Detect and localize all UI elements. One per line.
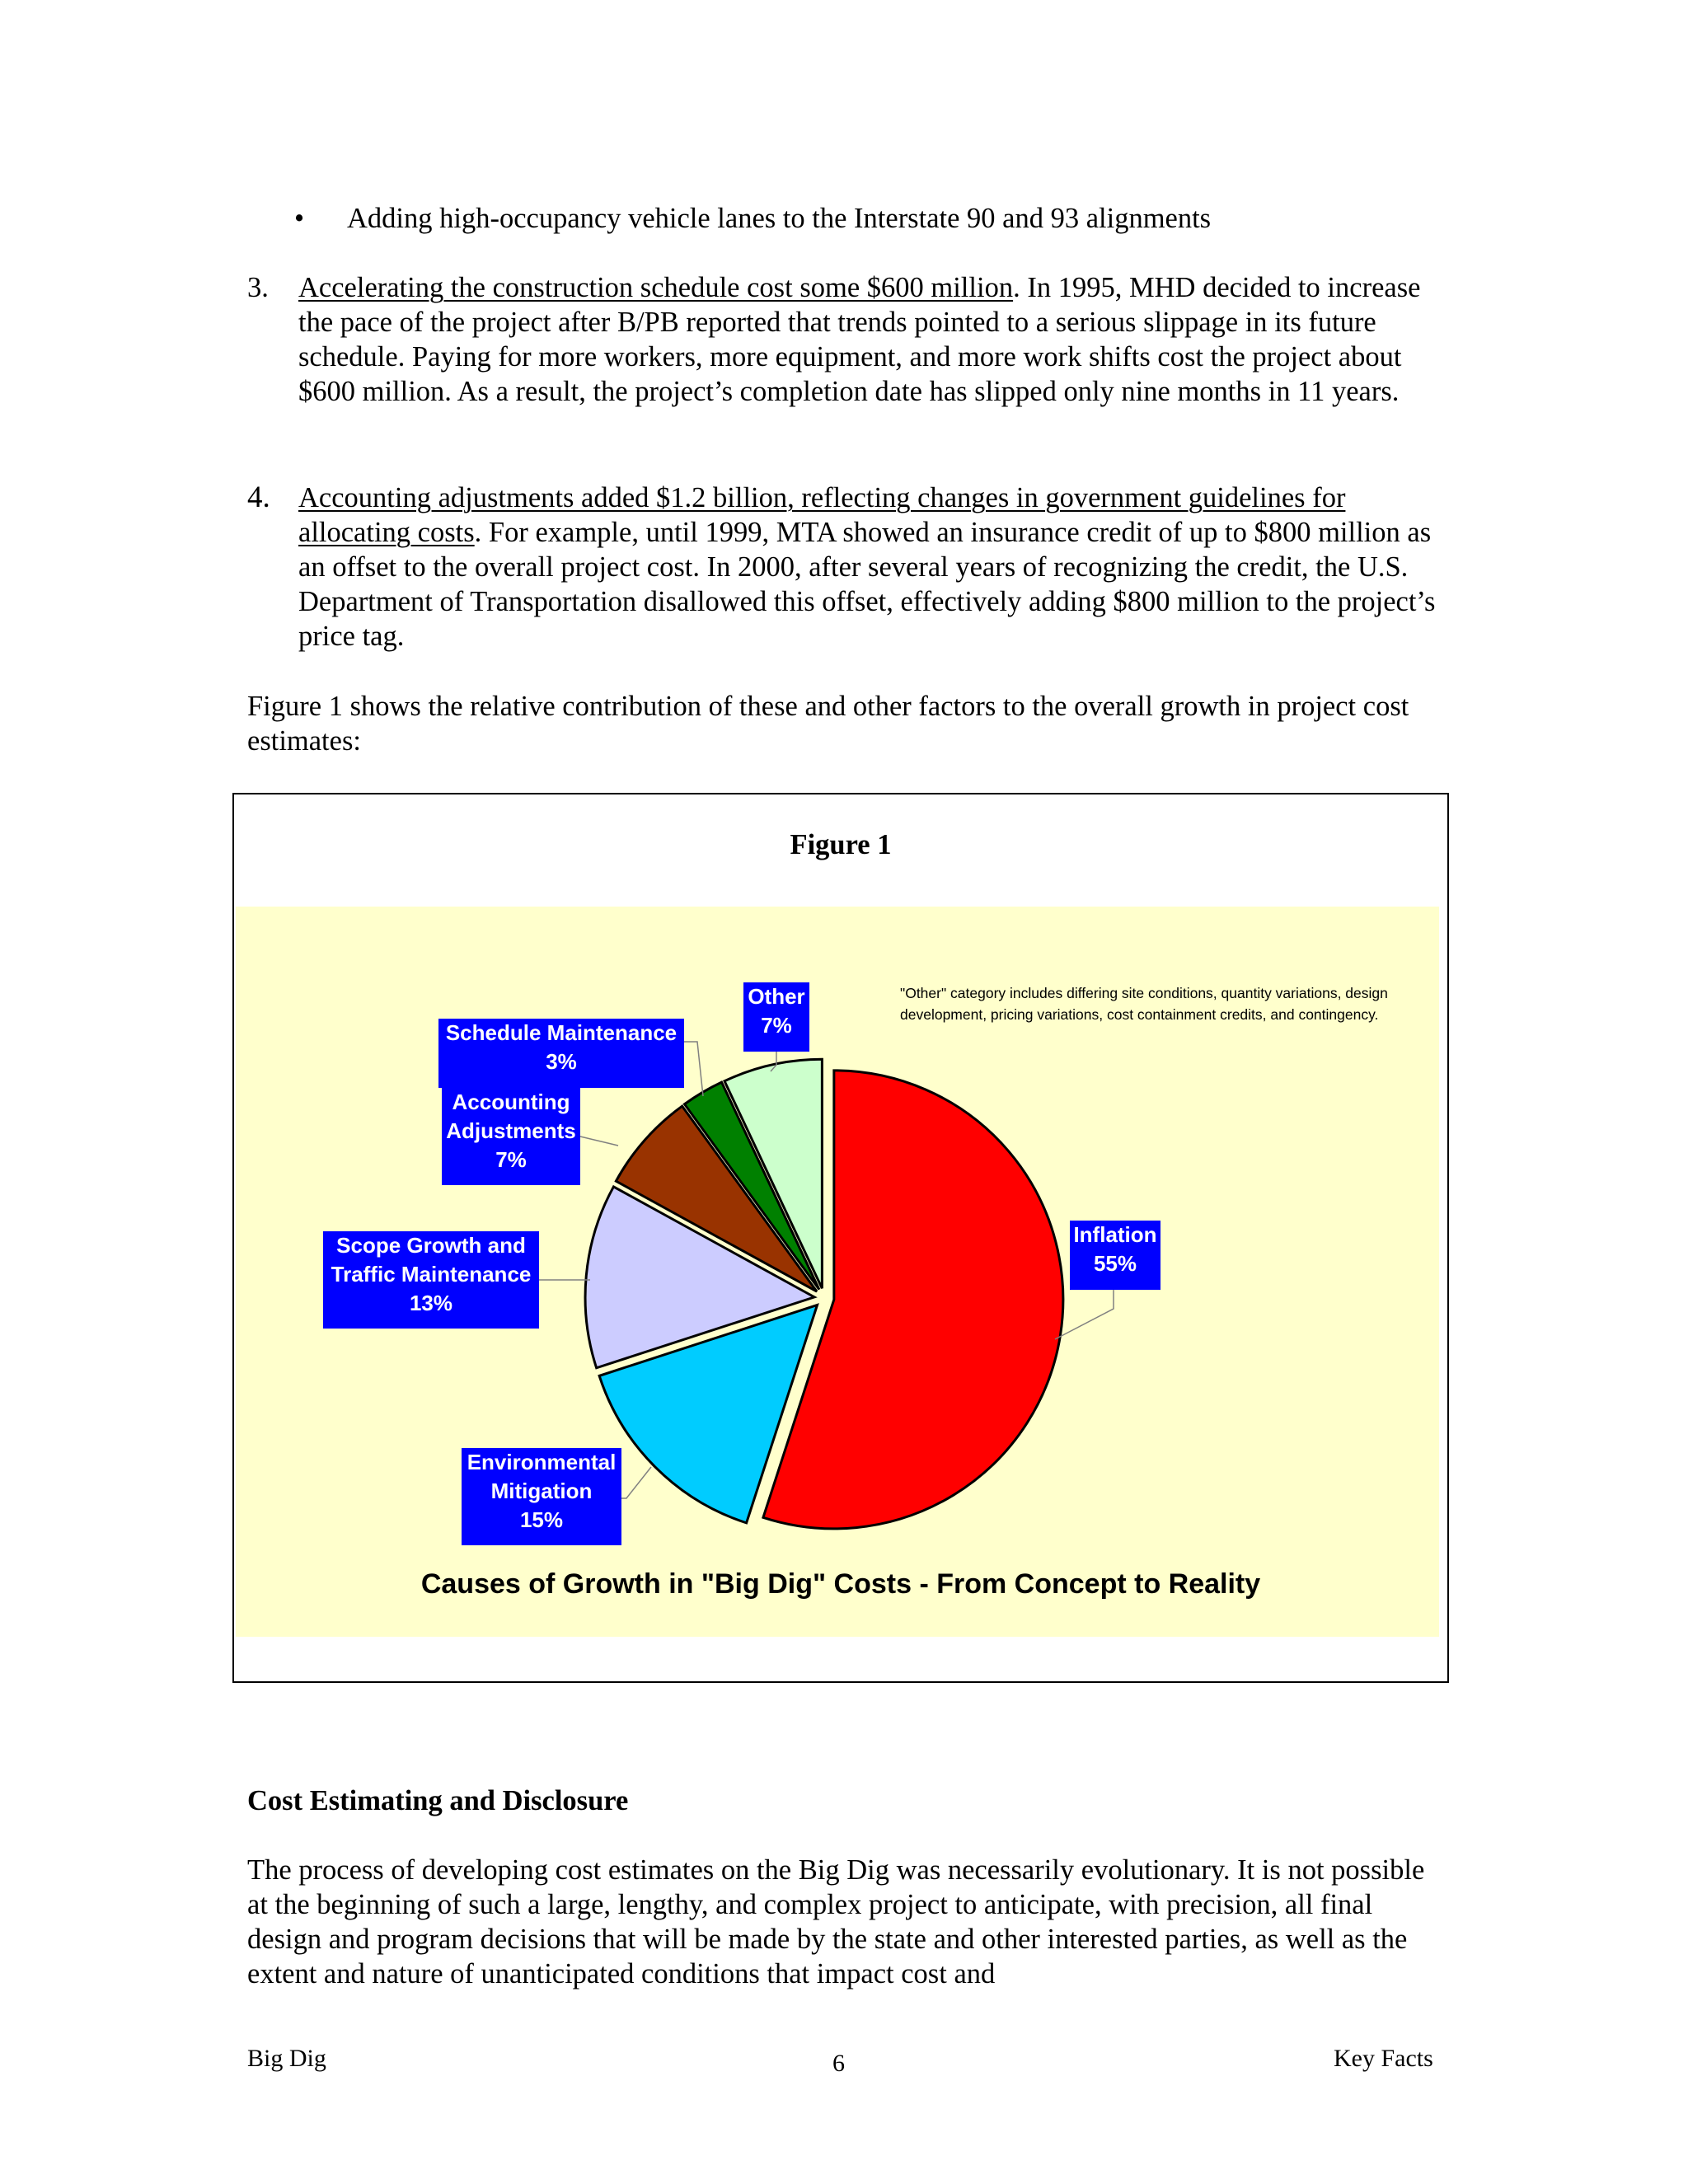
item-text: . In 1995, MHD decided to increase the pace of the project after B/PB reported that trends pointed to a serious slippage in its future schedule. Paying for more workers, more equipment, and more work shifts cost the project about $600 million. As a result, the project’s completion date has slipped only nine months in 11 years.: [298, 272, 1421, 407]
footer-left: Big Dig: [247, 2045, 326, 2072]
pie-label-line: Environmental: [467, 1450, 617, 1474]
bullet-symbol: •: [294, 203, 305, 234]
figure-caption: Figure 1: [790, 829, 892, 860]
leader-line-schedule-maintenance: [684, 1042, 703, 1096]
pie-label-accounting-adjustments: [442, 1088, 580, 1185]
pie-label-inflation: [1070, 1221, 1160, 1290]
bullet-text: Adding high-occupancy vehicle lanes to the Interstate 90 and 93 alignments: [347, 203, 1212, 234]
intro-paragraph: Figure 1 shows the relative contribution of these and other factors to the overall growth in project cost estimates:: [247, 691, 1409, 757]
pie-label-scope-growth: [323, 1231, 539, 1329]
other-category-note: "Other" category includes differing site conditions, quantity variations, design development, pricing variations, cost containment credits, and contingency.: [900, 985, 1388, 1023]
pie-label-line: 3%: [546, 1049, 577, 1074]
item-text: . For example, until 1999, MTA showed an insurance credit of up to $800 million as an offset to the overall project cost. In 2000, after several years of recognizing the credit, the U.S. Department of Transportation disallowed this offset, effectively adding $800 million to the project’s price tag.: [298, 517, 1436, 652]
leader-line-accounting-adjustments: [580, 1137, 618, 1146]
item-underlined-lead: Accelerating the construction schedule cost some $600 million: [298, 272, 1014, 303]
pie-label-line: Traffic Maintenance: [331, 1262, 532, 1286]
chart-title: Causes of Growth in "Big Dig" Costs - From Concept to Reality: [420, 1568, 1261, 1600]
item-number: 3.: [247, 272, 269, 303]
pie-label-other: [743, 982, 809, 1052]
pie-label-line: Mitigation: [490, 1479, 593, 1503]
pie-label-line: 7%: [495, 1147, 527, 1172]
pie-label-line: 13%: [409, 1291, 453, 1315]
footer-page-number: 6: [832, 2050, 845, 2077]
pie-label-line: Adjustments: [446, 1118, 576, 1143]
item-underlined-lead: Accounting adjustments added $1.2 billion, reflecting changes in government guidelines for allocating costs: [298, 482, 1346, 548]
item-number: 4.: [247, 480, 270, 514]
footer-right: Key Facts: [1334, 2045, 1433, 2072]
pie-label-line: Accounting: [452, 1090, 570, 1114]
pie-label-line: Inflation: [1073, 1222, 1157, 1247]
pie-label-line: Scope Growth and: [336, 1233, 526, 1258]
pie-label-line: 55%: [1093, 1251, 1137, 1276]
pie-label-environmental-mitigation: [462, 1448, 621, 1545]
section-paragraph: The process of developing cost estimates on the Big Dig was necessarily evolutionary. It is not possible at the beginning of such a large, lengthy, and complex project to anticipate, with precision, all final design and program decisions that will be made by the state and other interested parties, as well as the extent and nature of unanticipated conditions that impact cost and: [247, 1854, 1425, 1990]
pie-label-line: Schedule Maintenance: [445, 1020, 678, 1045]
pie-label-line: 7%: [761, 1013, 792, 1038]
pie-label-line: Other: [748, 984, 805, 1009]
pie-label-line: 15%: [519, 1507, 564, 1532]
section-heading: Cost Estimating and Disclosure: [247, 1785, 629, 1816]
pie-label-schedule-maintenance: [438, 1019, 684, 1088]
